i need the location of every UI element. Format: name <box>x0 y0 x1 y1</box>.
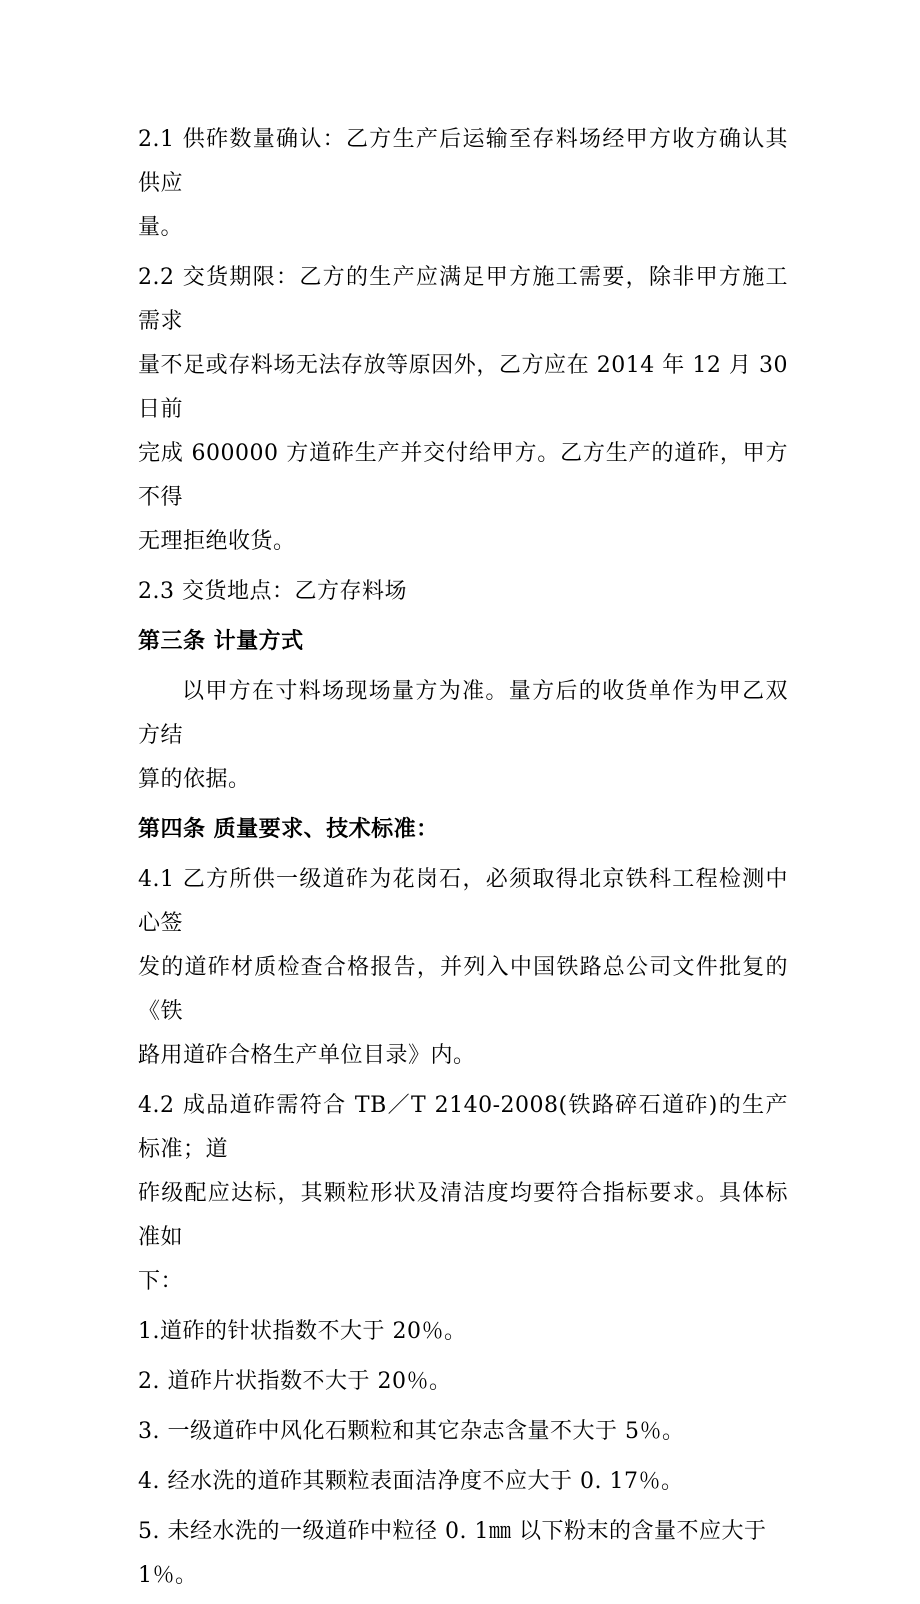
clause-2-2 <box>138 256 788 564</box>
text-line: 路用道砟合格生产单位目录》内。 <box>138 1043 476 1068</box>
clause-4-1 <box>138 858 788 1078</box>
document-content <box>138 118 788 1604</box>
text-line: 2.1 供砟数量确认：乙方生产后运输至存料场经甲方收方确认其供应 <box>138 127 788 196</box>
text-line: 量。 <box>138 215 184 240</box>
text-line: 以甲方在寸料场现场量方为准。量方后的收货单作为甲乙双方结 <box>138 679 788 748</box>
text-line: 发的道砟材质检查合格报告，并列入中国铁路总公司文件批复的《铁 <box>138 955 788 1024</box>
text-line: 量不足或存料场无法存放等原因外，乙方应在 2014 年 12 月 30 日前 <box>138 353 788 422</box>
text-line: 下： <box>138 1269 184 1294</box>
standard-item-5: 5. 未经水洗的一级道砟中粒径 0. 1㎜ 以下粉末的含量不应大于 1％。 <box>138 1519 767 1588</box>
standard-item-2: 2. 道砟片状指数不大于 20％。 <box>138 1369 452 1394</box>
clause-2-1 <box>138 118 788 250</box>
clause-4-2 <box>138 1084 788 1304</box>
text-line: 算的依据。 <box>138 767 251 792</box>
clause-2-3: 2.3 交货地点：乙方存料场 <box>138 579 407 604</box>
text-line: 完成 600000 方道砟生产并交付给甲方。乙方生产的道砟，甲方不得 <box>138 441 788 510</box>
text-line: 无理拒绝收货。 <box>138 529 296 554</box>
article-3-body <box>138 670 788 802</box>
standard-item-1: 1.道砟的针状指数不大于 20％。 <box>138 1319 467 1344</box>
standard-item-4: 4. 经水洗的道砟其颗粒表面洁净度不应大于 0. 17％。 <box>138 1469 684 1494</box>
text-line: 4.2 成品道砟需符合 TB／T 2140-2008(铁路碎石道砟)的生产标准；道 <box>138 1093 788 1162</box>
text-line: 4.1 乙方所供一级道砟为花岗石，必须取得北京铁科工程检测中心签 <box>138 867 788 936</box>
article-4-heading: 第四条 质量要求、技术标准： <box>138 817 439 842</box>
article-3-heading: 第三条 计量方式 <box>138 629 304 654</box>
text-line: 砟级配应达标，其颗粒形状及清洁度均要符合指标要求。具体标准如 <box>138 1181 788 1250</box>
standard-item-3: 3. 一级道砟中风化石颗粒和其它杂志含量不大于 5％。 <box>138 1419 685 1444</box>
text-line: 2.2 交货期限：乙方的生产应满足甲方施工需要，除非甲方施工需求 <box>138 265 788 334</box>
